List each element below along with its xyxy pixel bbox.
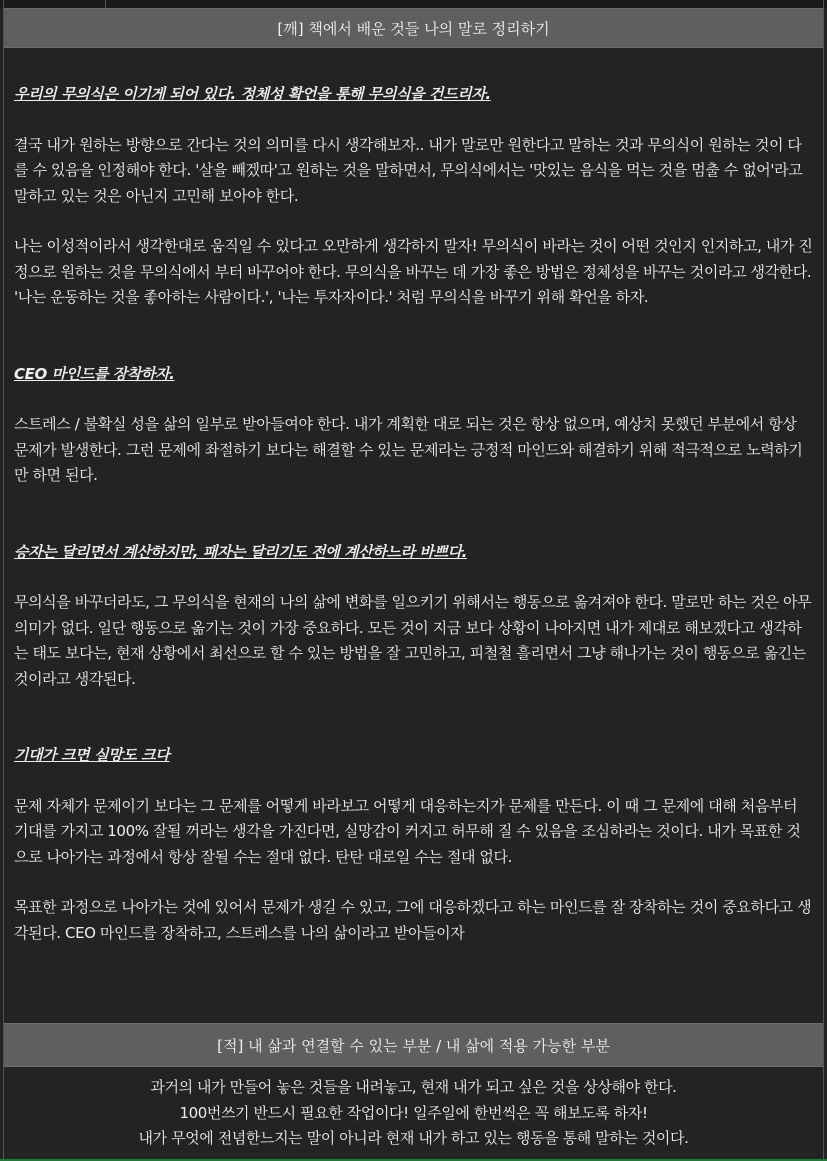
section-header-application <box>4 1023 823 1067</box>
paragraph: 나는 이성적이라서 생각한대로 움직일 수 있다고 오만하게 생각하지 말자! 무의식이 바라는 것이 어떤 것인지 인지하고, 내가 진정으로 원하는 것을 무의식에서 부터 바꾸어야 한다. 무의식을 바꾸는 데 가장 좋은 방법은 정체성을 바꾸는 것이라고 생각한다. '나는 운동하는 것을 좋아하는 사람이다.', '나는 투자자이다.' 처럼 무의식을 바꾸기 위해 확언을 하자. <box>14 237 813 306</box>
summary-content <box>14 48 814 946</box>
text-line: 100번쓰기 반드시 필요한 작업이다! 일주일에 한번씩은 꼭 해보도록 하자! <box>179 1103 648 1122</box>
paragraph: 무의식을 바꾸더라도, 그 무의식을 현재의 나의 삶에 변화를 일으키기 위해서는 행동으로 옮겨져야 한다. 말로만 하는 것은 아무 의미가 없다. 일단 행동으로 옮기는 것이 가장 중요하다. 모든 것이 지금 보다 상황이 나아지면 내가 제대로 해보겠다고 생각하는 태도 보다는, 현재 상황에서 최선으로 할 수 있는 방법을 잘 고민하고, 피철철 흘리면서 그냥 해나가는 것이 행동으로 옮긴는 것이라고 생각된다. <box>14 593 812 688</box>
subheading: 승자는 달리면서 계산하지만, 패자는 달리기도 전에 계산하느라 바쁘다. <box>14 542 467 561</box>
paragraph: 문제 자체가 문제이기 보다는 그 문제를 어떻게 바라보고 어떻게 대응하는지가 문제를 만든다. 이 때 그 문제에 대해 처음부터 기대를 가지고 100% 잘될 꺼라는 생각을 가진다면, 실망감이 커지고 허무해 질 수 있음을 조심하라는 것이다. 내가 목표한 것으로 나아가는 과정에서 항상 잘될 수는 절대 없다. 탄탄 대로일 수는 절대 없다. <box>14 796 801 866</box>
section-header-summary <box>4 8 823 48</box>
subheading: 우리의 무의식은 이기게 되어 있다. 정체성 확언을 통해 무의식을 건드리자. <box>14 85 491 103</box>
application-content <box>4 1067 823 1159</box>
subheading: 기대가 크면 실망도 크다 <box>14 746 170 764</box>
subheading: CEO 마인드를 장착하자. <box>14 364 175 383</box>
paragraph: 스트레스 / 불확실 성을 삶의 일부로 받아들여야 한다. 내가 계획한 대로 되는 것은 항상 없으며, 예상치 못했던 부분에서 항상 문제가 발생한다. 그런 문제에 좌절하기 보다는 해결할 수 있는 문제라는 긍정적 마인드와 해결하기 위해 적극적으로 노력하기만 하면 된다. <box>14 415 803 484</box>
section-title: [적] 내 삶과 연결할 수 있는 부분 / 내 삶에 적용 가능한 부분 <box>217 1036 610 1055</box>
text-line: 과거의 내가 만들어 놓은 것들을 내려놓고, 현재 내가 되고 싶은 것을 상상해야 한다. <box>150 1078 677 1096</box>
text-line: 내가 무엇에 전념한느지는 말이 아니라 현재 내가 하고 있는 행동을 통해 말하는 것이다. <box>138 1129 689 1147</box>
paragraph: 결국 내가 원하는 방향으로 간다는 것의 의미를 다시 생각해보자.. 내가 말로만 원한다고 말하는 것과 무의식이 원하는 것이 다를 수 있음을 인정해야 한다. '살을 빼겠따'고 원하는 것을 말하면서, 무의식에서는 '맛있는 음식을 먹는 것을 멈출 수 없어'라고 말하고 있는 것은 아닌지 고민해 보아야 한다. <box>14 135 803 205</box>
section-title: [깨] 책에서 배운 것들 나의 말로 정리하기 <box>277 19 550 38</box>
paragraph: 목표한 과정으로 나아가는 것에 있어서 문제가 생길 수 있고, 그에 대응하겠다고 하는 마인드를 잘 장착하는 것이 중요하다고 생각된다. CEO 마인드를 장착하고, 스트레스를 나의 삶이라고 받아들이자 <box>14 898 812 942</box>
